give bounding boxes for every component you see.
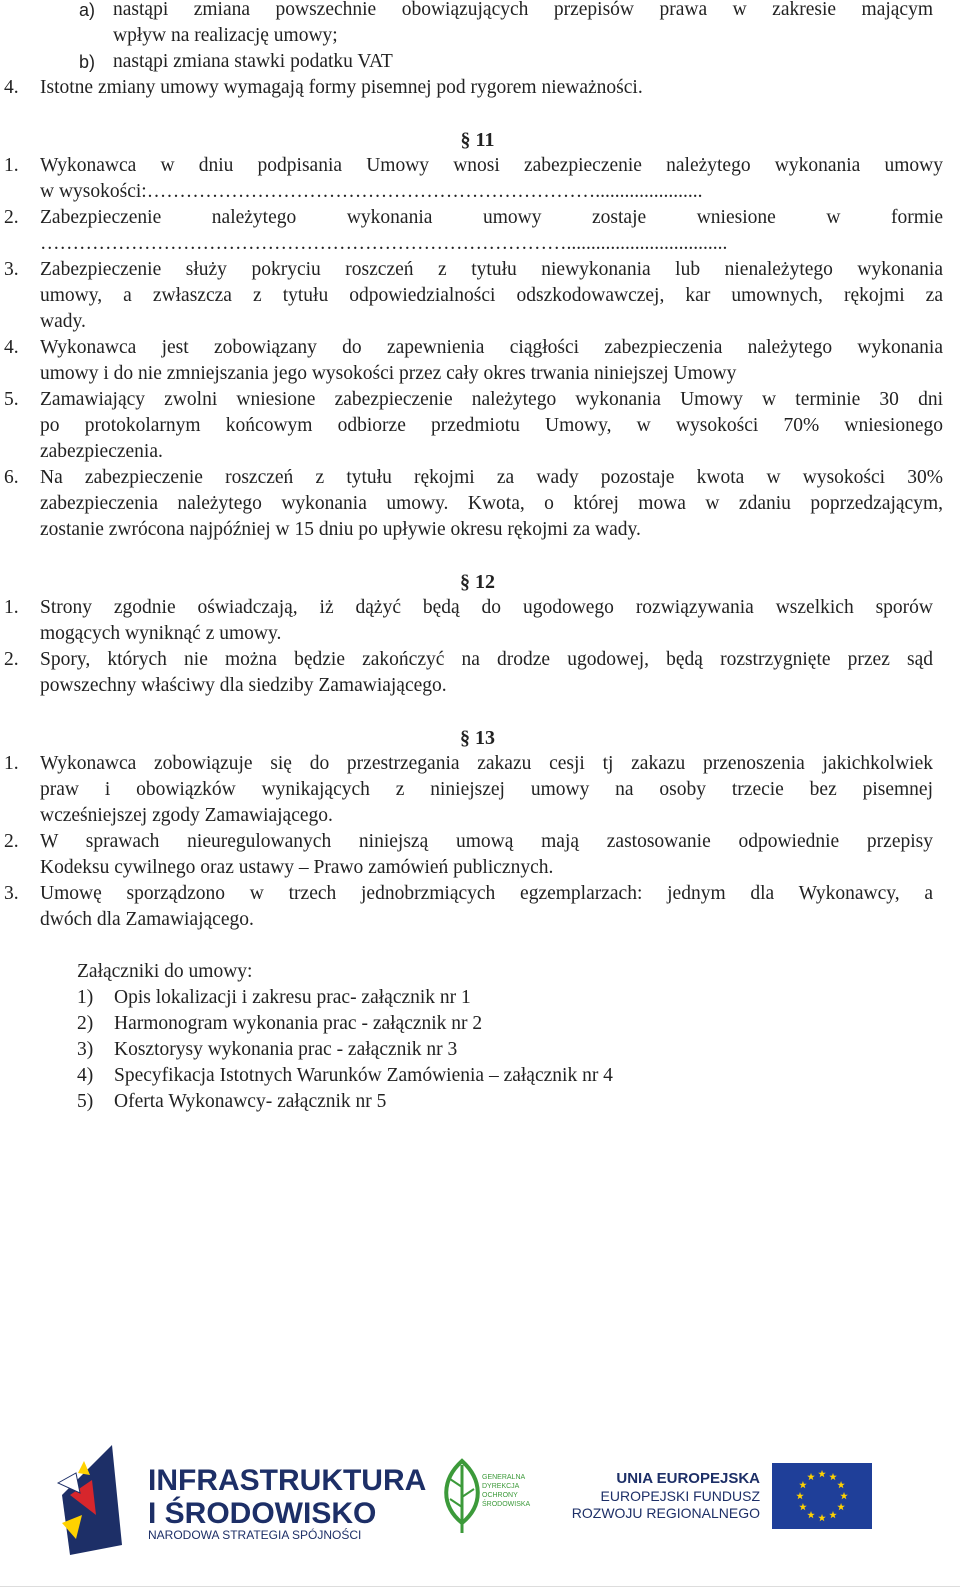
attachment-item: Oferta Wykonawcy- załącznik nr 5: [114, 1091, 387, 1112]
item-a-text-cont: wpływ na realizację umowy;: [113, 25, 338, 46]
attachment-num: 1): [77, 987, 94, 1008]
footer-logos: [0, 1435, 960, 1575]
para-text: Strony zgodnie oświadczają, iż dążyć będą do ugodowego rozwiązywania wszelkich sporów: [40, 597, 933, 618]
para-text: Na zabezpieczenie roszczeń z tytułu rękojmi za wady pozostaje kwota w wysokości 30%: [40, 467, 943, 488]
attachment-item: Harmonogram wykonania prac - załącznik nr 2: [114, 1013, 483, 1034]
attachment-item: Opis lokalizacji i zakresu prac- załącznik nr 1: [114, 987, 471, 1008]
para-text: umowy, a zwłaszcza z tytułu odpowiedzialności odszkodowawczej, kar umownych, rękojmi za: [40, 285, 943, 306]
para-text: Wykonawca jest zobowiązany do zapewnienia ciągłości zabezpieczenia należytego wykonania: [40, 337, 943, 358]
para-text-fill-line: ……………………………………………………………………….................................: [40, 233, 728, 254]
para-number: 3.: [4, 259, 19, 280]
footer-logos-svg: [0, 1435, 960, 1575]
para-text: Wykonawca zobowiązuje się do przestrzegania zakazu cesji tj zakazu przenoszenia jakichkolwiek: [40, 753, 933, 774]
attachment-item: Specyfikacja Istotnych Warunków Zamówienia – załącznik nr 4: [114, 1065, 613, 1086]
attachments-title: Załączniki do umowy:: [77, 961, 253, 982]
section-heading-12: § 12: [460, 571, 495, 593]
para-number: 2.: [4, 831, 19, 852]
logo2-line1: GENERALNA: [482, 1474, 526, 1481]
para-number: 4.: [4, 77, 19, 98]
para-number: 3.: [4, 883, 19, 904]
section-heading-11: § 11: [460, 129, 495, 151]
para-text: Zamawiający zwolni wniesione zabezpieczenie należytego wykonania Umowy w terminie 30 dni: [40, 389, 943, 410]
item-a-text: nastąpi zmiana powszechnie obowiązujących przepisów prawa w zakresie mającym: [113, 0, 933, 20]
logo1-line3: NARODOWA STRATEGIA SPÓJNOŚCI: [148, 1528, 362, 1542]
para-text: wcześniejszej zgody Zamawiającego.: [40, 805, 333, 826]
para-number: 5.: [4, 389, 19, 410]
para-number: 1.: [4, 155, 19, 176]
item-b-text: nastąpi zmiana stawki podatku VAT: [113, 51, 393, 72]
para-number: 6.: [4, 467, 19, 488]
attachment-num: 4): [77, 1065, 94, 1086]
attachment-num: 2): [77, 1013, 94, 1034]
logo3-line1: UNIA EUROPEJSKA: [616, 1470, 760, 1487]
para-text: Kodeksu cywilnego oraz ustawy – Prawo zamówień publicznych.: [40, 857, 554, 878]
attachment-num: 3): [77, 1039, 94, 1060]
para-number: 1.: [4, 597, 19, 618]
item-b-label: b): [79, 52, 96, 72]
para-text: Umowę sporządzono w trzech jednobrzmiących egzemplarzach: jednym dla Wykonawcy, a: [40, 883, 933, 904]
para-text: Wykonawca w dniu podpisania Umowy wnosi zabezpieczenie należytego wykonania umowy: [40, 155, 943, 176]
para-number: 4.: [4, 337, 19, 358]
bottom-rule: [0, 1586, 960, 1587]
attachment-num: 5): [77, 1091, 94, 1112]
logo1-line2: I ŚRODOWISKO: [148, 1497, 377, 1530]
logo2-line2: DYREKCJA: [482, 1483, 520, 1490]
para-text: dwóch dla Zamawiającego.: [40, 909, 254, 930]
para-text: wady.: [40, 311, 86, 332]
para-text: praw i obowiązków wynikających z niniejszej umowy na osoby trzecie bez pisemnej: [40, 779, 933, 800]
para-text: zostanie zwrócona najpóźniej w 15 dniu po upływie okresu rękojmi za wady.: [40, 519, 641, 540]
logo1-line1: INFRASTRUKTURA: [148, 1464, 427, 1497]
para-text: po protokolarnym końcowym odbiorze przedmiotu Umowy, w wysokości 70% wniesionego: [40, 415, 943, 436]
gdos-leaf-icon: [446, 1461, 478, 1533]
logo3-line3: ROZWOJU REGIONALNEGO: [571, 1505, 760, 1521]
eu-flag-icon: [772, 1463, 872, 1529]
infrastruktura-emblem-icon: [58, 1445, 122, 1555]
item-a-label: a): [79, 0, 96, 20]
logo2-line3: OCHRONY: [482, 1492, 518, 1499]
para-text: mogących wyniknąć z umowy.: [40, 623, 282, 644]
para-number: 2.: [4, 649, 19, 670]
para-text: Zabezpieczenie należytego wykonania umowy zostaje wniesione w formie: [40, 207, 943, 228]
para-text: umowy i do nie zmniejszania jego wysokości przez cały okres trwania niniejszej Umowy: [40, 363, 737, 384]
para-number: 2.: [4, 207, 19, 228]
logo2-line4: ŚRODOWISKA: [482, 1501, 531, 1508]
para-number: 1.: [4, 753, 19, 774]
para-text: Spory, których nie można będzie zakończyć na drodze ugodowej, będą rozstrzygnięte przez sąd: [40, 649, 933, 670]
para-text: zabezpieczenia.: [40, 441, 163, 462]
logo3-line2: EUROPEJSKI FUNDUSZ: [600, 1488, 760, 1504]
para-text: powszechny właściwy dla siedziby Zamawiającego.: [40, 675, 447, 696]
section-heading-13: § 13: [460, 727, 495, 749]
para-text: Zabezpieczenie służy pokryciu roszczeń z tytułu niewykonania lub nienależytego wykonania: [40, 259, 943, 280]
para-text: Istotne zmiany umowy wymagają formy pisemnej pod rygorem nieważności.: [40, 77, 643, 98]
para-text: zabezpieczenia należytego wykonania umowy. Kwota, o której mowa w zdaniu poprzedzającym,: [40, 493, 943, 514]
para-text: W sprawach nieuregulowanych niniejszą umową mają zastosowanie odpowiednie przepisy: [40, 831, 933, 852]
attachment-item: Kosztorysy wykonania prac - załącznik nr 3: [114, 1039, 458, 1060]
para-text-fill-line: w wysokości:……………………………………………………………......................: [40, 181, 703, 202]
